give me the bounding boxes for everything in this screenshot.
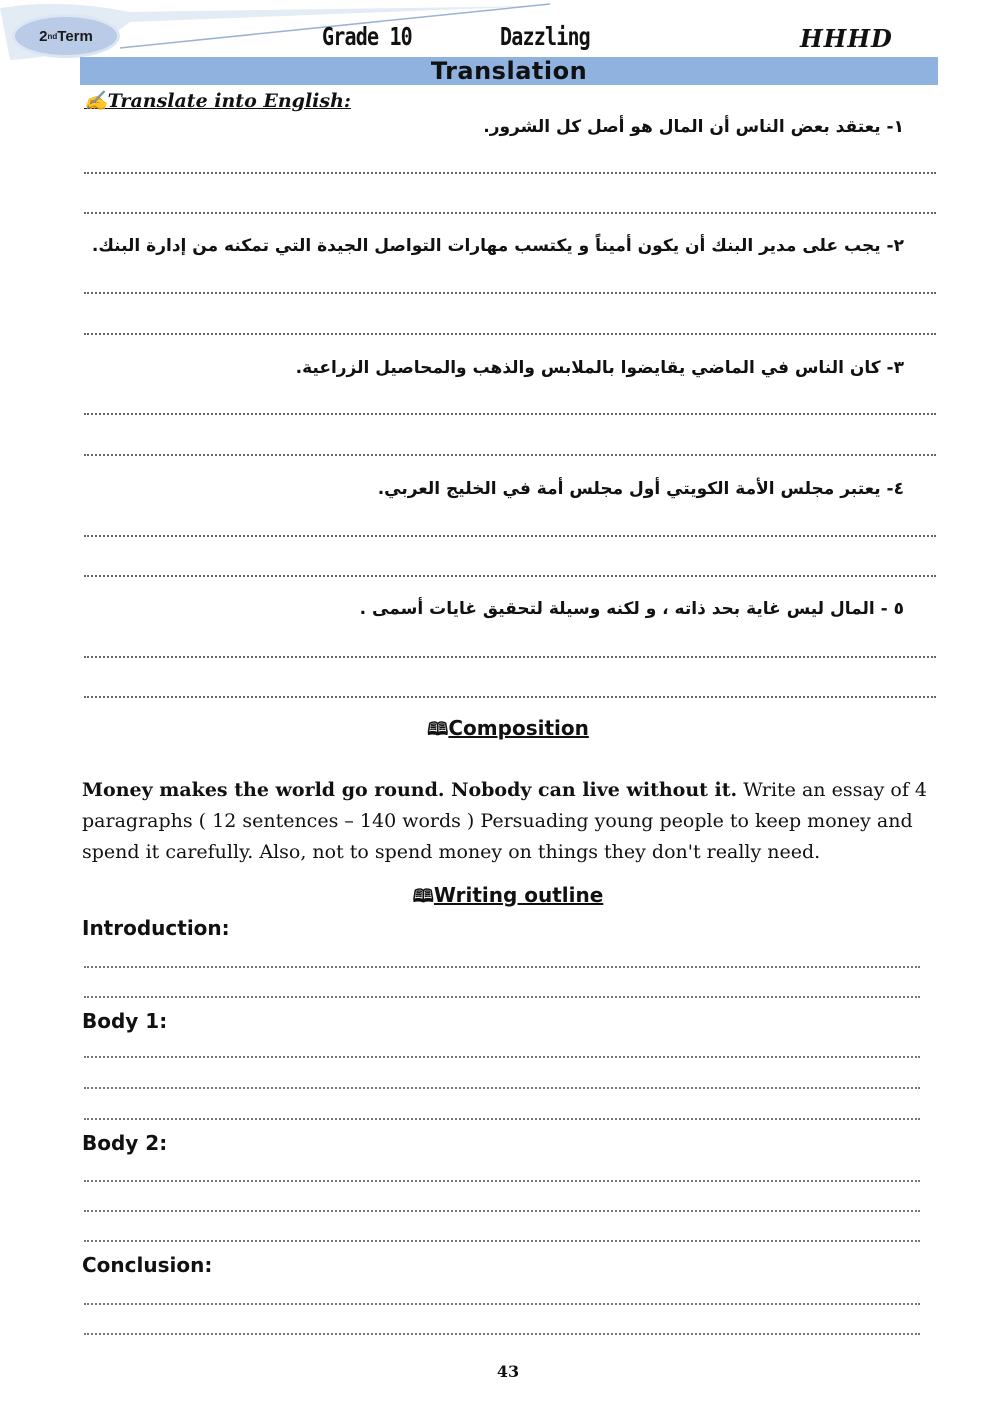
writing-line[interactable]: [84, 1303, 920, 1305]
prompt-bold: Money makes the world go round. Nobody can live without it.: [82, 779, 738, 801]
instruction-text: Translate into English:: [107, 90, 351, 112]
answer-line[interactable]: [84, 656, 936, 658]
answer-line[interactable]: [84, 292, 936, 294]
arabic-sentence-5: ٥ - المال ليس غاية بحد ذاته ، و لكنه وسيلة لتحقيق غايات أسمى .: [359, 599, 904, 619]
body-1-label: Body 1:: [82, 1009, 168, 1033]
grade-label: Grade 10: [322, 22, 412, 51]
book-icon: 🕮: [427, 719, 449, 740]
book-title: Dazzling: [500, 22, 590, 51]
writing-line[interactable]: [84, 1056, 920, 1058]
term-badge: [12, 14, 120, 58]
arabic-sentence-1: ١- يعتقد بعض الناس أن المال هو أصل كل الشرور.: [483, 117, 904, 137]
arabic-sentence-2: ٢- يجب على مدير البنك أن يكون أميناً و يكتسب مهارات التواصل الجيدة التي تمكنه من إدارة البنك.: [91, 236, 904, 256]
answer-line[interactable]: [84, 333, 936, 335]
arabic-sentence-3: ٣- كان الناس في الماضي يقايضوا بالملابس والذهب والمحاصيل الزراعية.: [295, 358, 904, 378]
writing-line[interactable]: [84, 1210, 920, 1212]
conclusion-label: Conclusion:: [82, 1253, 213, 1277]
outline-heading-text: Writing outline: [433, 883, 604, 907]
author-initials: HHHD: [800, 24, 893, 53]
writing-line[interactable]: [84, 1333, 920, 1335]
writing-line[interactable]: [84, 966, 920, 968]
writing-line[interactable]: [84, 1087, 920, 1089]
writing-line[interactable]: [84, 1240, 920, 1242]
composition-heading: [0, 716, 992, 747]
answer-line[interactable]: [84, 575, 936, 577]
book-icon: 🕮: [412, 886, 434, 907]
answer-line[interactable]: [84, 172, 936, 174]
answer-line[interactable]: [84, 535, 936, 537]
translate-instruction: [84, 89, 351, 112]
introduction-label: Introduction:: [82, 916, 230, 940]
prompt-rest: Write an essay of 4 paragraphs ( 12 sentences – 140 words ) Persuading young people to keep money and spend it carefully. Also, not to spend money on things they don't really need.: [82, 779, 928, 863]
term-word: Term: [57, 27, 93, 45]
pen-icon: ✍: [84, 90, 108, 112]
page-title: Translation: [80, 57, 938, 85]
arabic-sentence-4: ٤- يعتبر مجلس الأمة الكويتي أول مجلس أمة في الخليج العربي.: [377, 479, 904, 499]
term-suffix: nd: [47, 31, 58, 41]
answer-line[interactable]: [84, 413, 936, 415]
term-number: 2: [39, 27, 48, 45]
composition-prompt: [82, 775, 948, 868]
answer-line[interactable]: [84, 454, 936, 456]
answer-line[interactable]: [84, 696, 936, 698]
answer-line[interactable]: [84, 212, 936, 214]
writing-line[interactable]: [84, 996, 920, 998]
writing-line[interactable]: [84, 1118, 920, 1120]
writing-line[interactable]: [84, 1180, 920, 1182]
outline-heading: [0, 883, 992, 914]
composition-heading-text: Composition: [448, 716, 589, 740]
body-2-label: Body 2:: [82, 1131, 168, 1155]
page-number: 43: [496, 1362, 520, 1381]
